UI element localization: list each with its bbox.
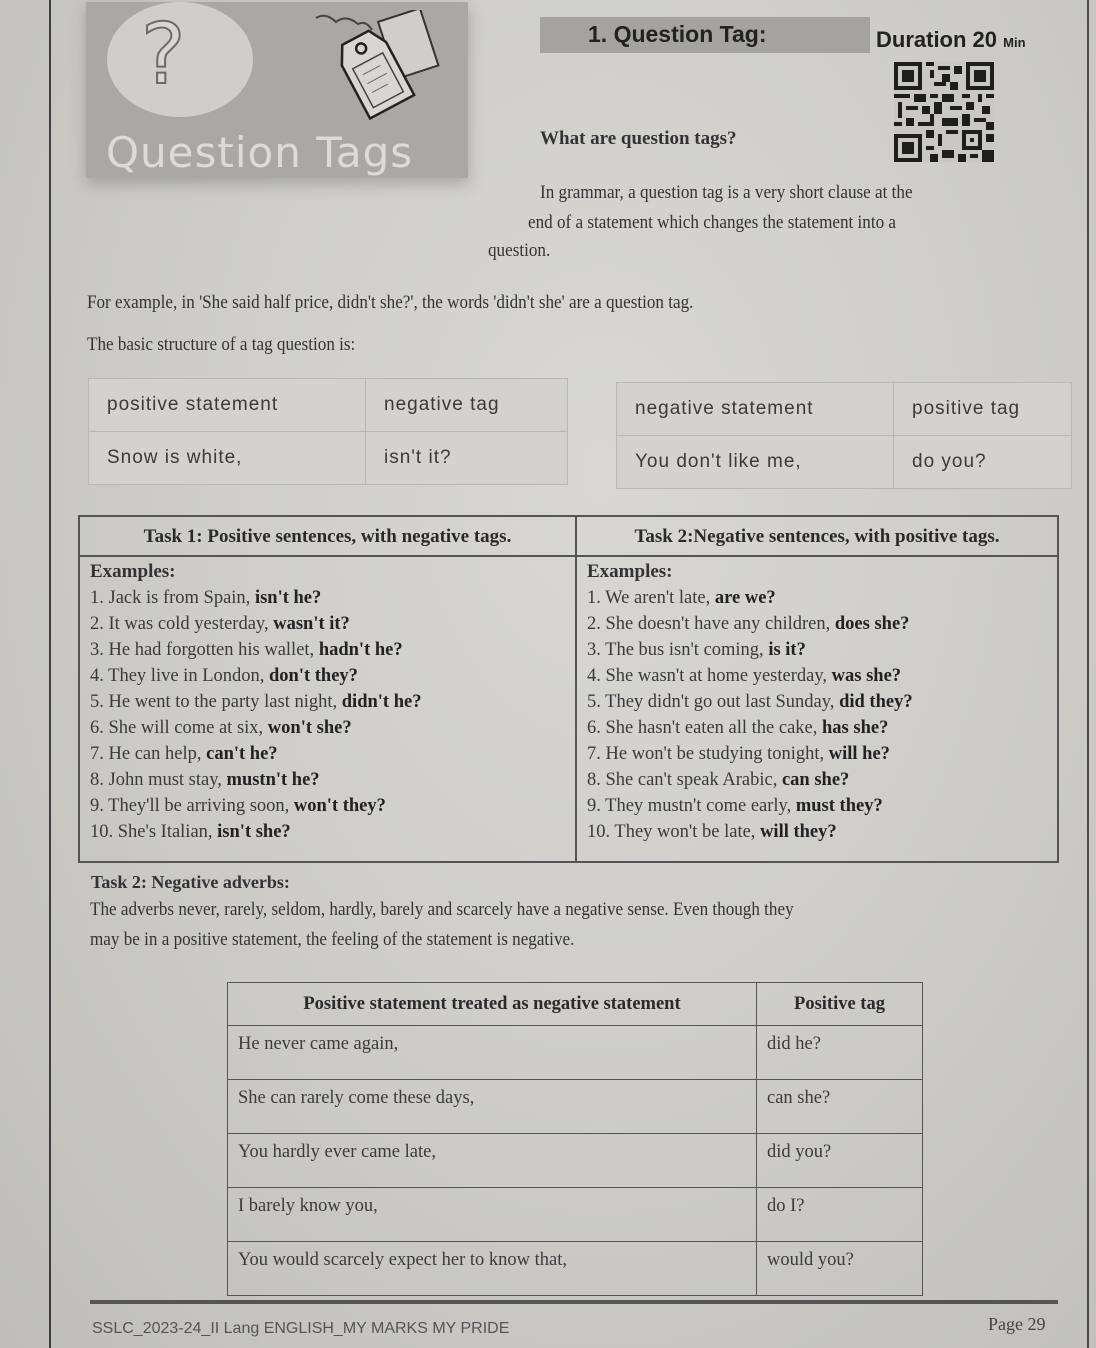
item-statement: They live in London, bbox=[108, 666, 269, 686]
table-cell: You don't like me, bbox=[617, 436, 894, 489]
item-number: 7. bbox=[587, 744, 601, 764]
list-item bbox=[587, 585, 1047, 611]
item-tag: won't she? bbox=[267, 718, 352, 738]
list-item bbox=[90, 741, 565, 767]
item-statement: They won't be late, bbox=[614, 822, 761, 842]
item-number: 2. bbox=[587, 614, 601, 634]
task-examples-table bbox=[78, 515, 1059, 863]
tag-cell: did he? bbox=[757, 1026, 923, 1080]
item-statement: We aren't late, bbox=[605, 588, 715, 608]
table-cell: Snow is white, bbox=[89, 432, 366, 485]
table-header-cell: positive statement bbox=[89, 379, 366, 432]
item-tag: hadn't he? bbox=[318, 640, 403, 660]
page-margin-line-right bbox=[1087, 0, 1089, 1348]
item-tag: will they? bbox=[760, 822, 837, 842]
table-header-cell: Positive tag bbox=[757, 983, 923, 1026]
structure-label: The basic structure of a tag question is: bbox=[87, 334, 356, 355]
item-number: 3. bbox=[90, 640, 104, 660]
item-statement: He can help, bbox=[108, 744, 207, 764]
item-tag: is it? bbox=[768, 640, 806, 660]
definition-line-2: end of a statement which changes the statement into a bbox=[528, 212, 897, 233]
item-tag: can she? bbox=[781, 770, 850, 790]
item-number: 9. bbox=[90, 796, 104, 816]
item-tag: was she? bbox=[831, 666, 902, 686]
list-item bbox=[90, 819, 565, 845]
list-item bbox=[90, 663, 565, 689]
item-tag: isn't she? bbox=[217, 822, 291, 842]
item-tag: must they? bbox=[795, 796, 883, 816]
item-tag: has she? bbox=[822, 718, 889, 738]
item-statement: She wasn't at home yesterday, bbox=[605, 666, 832, 686]
item-number: 8. bbox=[90, 770, 104, 790]
statement-cell: You hardly ever came late, bbox=[228, 1134, 757, 1188]
adverbs-heading: Task 2: Negative adverbs: bbox=[91, 872, 290, 892]
item-tag: isn't he? bbox=[254, 588, 322, 608]
example-sentence: For example, in 'She said half price, didn't she?', the words 'didn't she' are a question tag. bbox=[87, 292, 694, 313]
item-statement: She will come at six, bbox=[108, 718, 268, 738]
table-row bbox=[228, 1188, 923, 1242]
item-statement: They didn't go out last Sunday, bbox=[605, 692, 840, 712]
list-item bbox=[90, 637, 565, 663]
task1-examples bbox=[80, 557, 577, 861]
duration-unit: Min bbox=[1003, 35, 1026, 50]
list-item bbox=[90, 689, 565, 715]
tag-cell: would you? bbox=[757, 1242, 923, 1296]
item-number: 5. bbox=[587, 692, 601, 712]
table-row bbox=[89, 432, 568, 485]
item-number: 8. bbox=[587, 770, 601, 790]
item-number: 2. bbox=[90, 614, 104, 634]
table-header-cell: negative tag bbox=[366, 379, 568, 432]
list-item bbox=[587, 741, 1047, 767]
tag-cell: do I? bbox=[757, 1188, 923, 1242]
table-row bbox=[89, 379, 568, 432]
task2-example-list bbox=[587, 585, 1047, 845]
item-number: 6. bbox=[90, 718, 104, 738]
section-title: 1. Question Tag: bbox=[588, 21, 767, 47]
table-row bbox=[228, 1080, 923, 1134]
item-number: 3. bbox=[587, 640, 601, 660]
qr-code-icon[interactable] bbox=[893, 62, 995, 162]
table-row bbox=[228, 1026, 923, 1080]
table-row bbox=[617, 436, 1072, 489]
tag-cell: did you? bbox=[757, 1134, 923, 1188]
list-item bbox=[90, 611, 565, 637]
examples-label: Examples: bbox=[90, 561, 176, 582]
item-tag: won't they? bbox=[293, 796, 386, 816]
item-statement: John must stay, bbox=[108, 770, 227, 790]
intro-heading: What are question tags? bbox=[540, 128, 737, 149]
duration-value: Duration 20 bbox=[876, 27, 998, 52]
task1-heading: Task 1: Positive sentences, with negative tags. bbox=[80, 517, 577, 557]
list-item bbox=[587, 637, 1047, 663]
page-number: Page 29 bbox=[988, 1314, 1046, 1334]
item-number: 1. bbox=[90, 588, 104, 608]
question-mark-icon: ? bbox=[141, 5, 186, 103]
item-statement: He went to the party last night, bbox=[108, 692, 342, 712]
item-tag: don't they? bbox=[269, 666, 358, 686]
item-tag: didn't he? bbox=[341, 692, 422, 712]
item-tag: does she? bbox=[834, 614, 910, 634]
tag-icon bbox=[296, 10, 446, 120]
item-statement: He won't be studying tonight, bbox=[605, 744, 829, 764]
item-number: 7. bbox=[90, 744, 104, 764]
page-margin-line-left bbox=[49, 0, 51, 1348]
list-item bbox=[587, 767, 1047, 793]
duration-label bbox=[876, 27, 1026, 53]
statement-cell: He never came again, bbox=[228, 1026, 757, 1080]
item-number: 4. bbox=[587, 666, 601, 686]
table-row bbox=[228, 1242, 923, 1296]
list-item bbox=[587, 715, 1047, 741]
banner-title: Question Tags bbox=[106, 128, 414, 177]
adverbs-table bbox=[227, 982, 923, 1296]
item-number: 10. bbox=[587, 822, 611, 842]
item-tag: wasn't it? bbox=[273, 614, 350, 634]
item-tag: will he? bbox=[828, 744, 890, 764]
task1-example-list bbox=[90, 585, 565, 845]
item-statement: The bus isn't coming, bbox=[605, 640, 769, 660]
table-cell: do you? bbox=[894, 436, 1072, 489]
table-cell: isn't it? bbox=[366, 432, 568, 485]
list-item bbox=[90, 585, 565, 611]
list-item bbox=[587, 611, 1047, 637]
item-statement: She's Italian, bbox=[117, 822, 218, 842]
statement-cell: I barely know you, bbox=[228, 1188, 757, 1242]
item-tag: mustn't he? bbox=[226, 770, 320, 790]
item-statement: They mustn't come early, bbox=[605, 796, 796, 816]
item-statement: He had forgotten his wallet, bbox=[108, 640, 319, 660]
table-row bbox=[617, 383, 1072, 436]
item-statement: She can't speak Arabic, bbox=[605, 770, 782, 790]
footer-title: SSLC_2023-24_II Lang ENGLISH_MY MARKS MY PRIDE bbox=[92, 1320, 510, 1337]
tag-cell: can she? bbox=[757, 1080, 923, 1134]
item-number: 4. bbox=[90, 666, 104, 686]
footer-divider bbox=[90, 1300, 1058, 1304]
list-item bbox=[90, 793, 565, 819]
item-statement: She hasn't eaten all the cake, bbox=[605, 718, 823, 738]
list-item bbox=[90, 767, 565, 793]
list-item bbox=[587, 819, 1047, 845]
list-item bbox=[587, 793, 1047, 819]
adverbs-table-body bbox=[228, 1026, 923, 1296]
table-header-cell: positive tag bbox=[894, 383, 1072, 436]
item-tag: did they? bbox=[839, 692, 913, 712]
adverbs-para-line-2: may be in a positive statement, the feeling of the statement is negative. bbox=[90, 929, 575, 950]
item-number: 1. bbox=[587, 588, 601, 608]
task2-examples bbox=[577, 557, 1057, 861]
item-statement: They'll be arriving soon, bbox=[108, 796, 294, 816]
table-header-cell: negative statement bbox=[617, 383, 894, 436]
item-tag: are we? bbox=[714, 588, 776, 608]
list-item bbox=[90, 715, 565, 741]
statement-cell: You would scarcely expect her to know that, bbox=[228, 1242, 757, 1296]
examples-label: Examples: bbox=[587, 561, 673, 582]
definition-line-1: In grammar, a question tag is a very short clause at the bbox=[540, 182, 913, 203]
definition-line-3: question. bbox=[488, 240, 551, 261]
statement-cell: She can rarely come these days, bbox=[228, 1080, 757, 1134]
item-number: 9. bbox=[587, 796, 601, 816]
adverbs-para-line-1: The adverbs never, rarely, seldom, hardly, barely and scarcely have a negative sense. Even though they bbox=[90, 899, 794, 920]
item-number: 10. bbox=[90, 822, 114, 842]
table-header-cell: Positive statement treated as negative statement bbox=[228, 983, 757, 1026]
item-tag: can't he? bbox=[206, 744, 278, 764]
list-item bbox=[587, 689, 1047, 715]
task2-heading: Task 2:Negative sentences, with positive tags. bbox=[577, 517, 1057, 557]
item-statement: Jack is from Spain, bbox=[108, 588, 255, 608]
item-statement: It was cold yesterday, bbox=[108, 614, 274, 634]
list-item bbox=[587, 663, 1047, 689]
table-header-row bbox=[228, 983, 923, 1026]
question-tags-banner bbox=[86, 2, 468, 178]
table-row bbox=[228, 1134, 923, 1188]
item-number: 5. bbox=[90, 692, 104, 712]
item-statement: She doesn't have any children, bbox=[605, 614, 835, 634]
structure-table-negative bbox=[616, 382, 1072, 489]
structure-table-positive bbox=[88, 378, 568, 485]
item-number: 6. bbox=[587, 718, 601, 738]
